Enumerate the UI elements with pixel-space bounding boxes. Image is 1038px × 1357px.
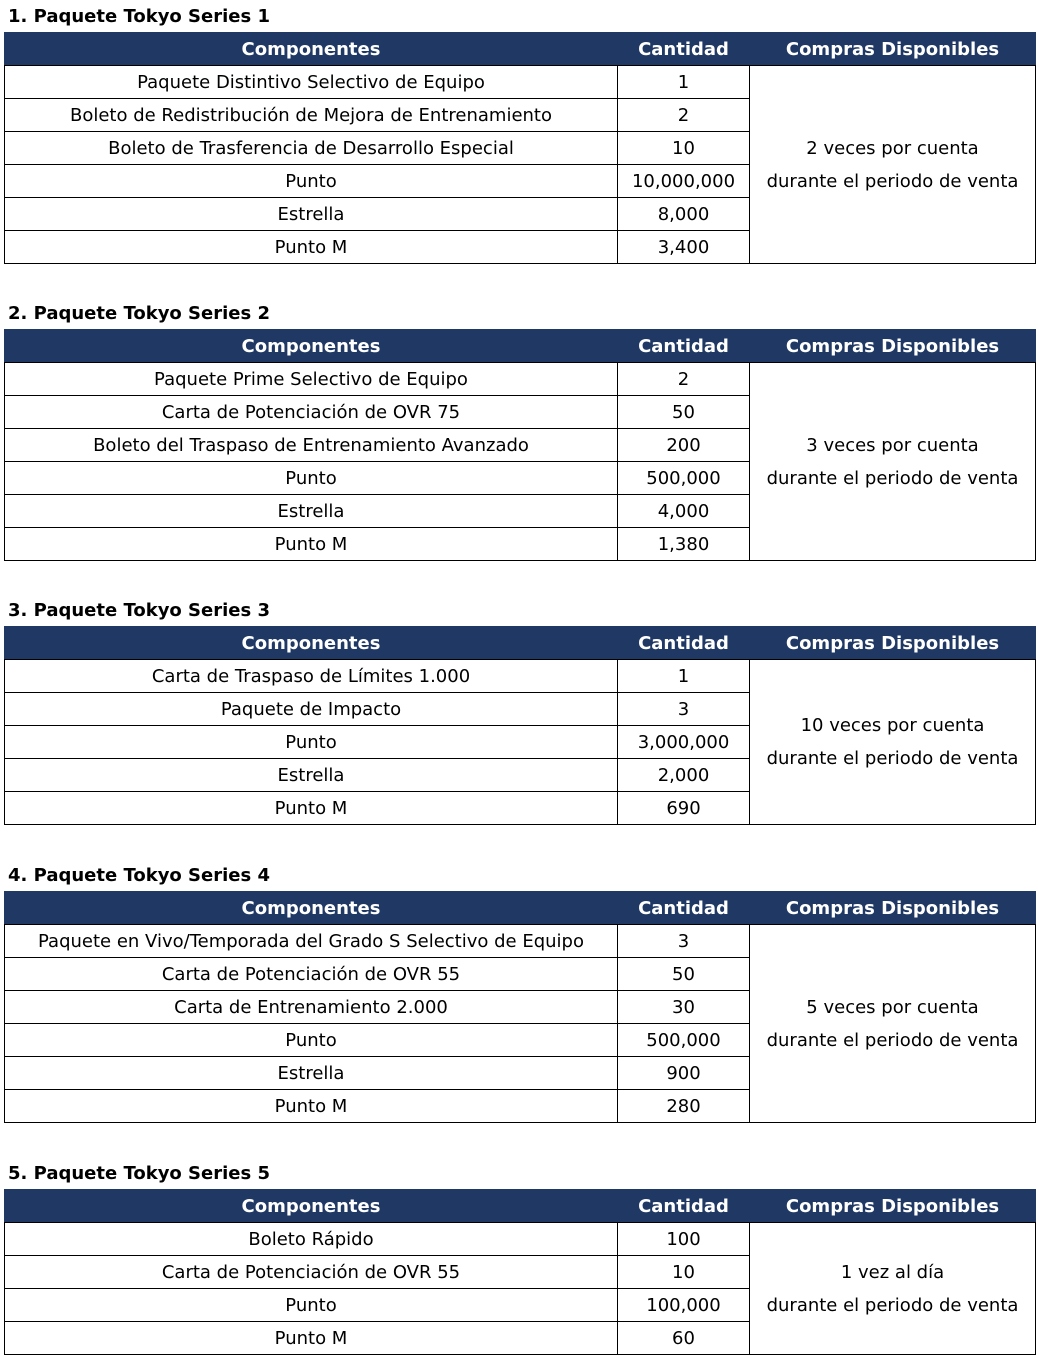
- available-line-2: durante el periodo de venta: [766, 748, 1019, 769]
- quantity-cell: 1: [618, 660, 750, 693]
- quantity-cell: 4,000: [618, 495, 750, 528]
- package-title: 3. Paquete Tokyo Series 3: [8, 600, 270, 621]
- package-title: 5. Paquete Tokyo Series 5: [8, 1163, 270, 1184]
- package-table: [4, 891, 1036, 1123]
- available-header: Compras Disponibles: [750, 627, 1036, 660]
- quantity-cell: 500,000: [618, 1024, 750, 1057]
- quantity-cell: 10,000,000: [618, 165, 750, 198]
- component-cell: Punto: [5, 165, 618, 198]
- components-header: Componentes: [5, 33, 618, 66]
- quantity-cell: 100: [618, 1223, 750, 1256]
- package-section-1: [4, 2, 1035, 264]
- quantity-cell: 3: [618, 925, 750, 958]
- table-row: [5, 925, 1036, 958]
- quantity-cell: 690: [618, 792, 750, 825]
- quantity-cell: 10: [618, 132, 750, 165]
- available-header: Compras Disponibles: [750, 1190, 1036, 1223]
- package-section-2: [4, 299, 1035, 561]
- table-header-row: [5, 1190, 1036, 1223]
- component-cell: Carta de Potenciación de OVR 75: [5, 396, 618, 429]
- component-cell: Punto: [5, 1289, 618, 1322]
- available-cell: [750, 363, 1036, 561]
- components-header: Componentes: [5, 627, 618, 660]
- component-cell: Punto M: [5, 528, 618, 561]
- component-cell: Paquete de Impacto: [5, 693, 618, 726]
- quantity-cell: 8,000: [618, 198, 750, 231]
- table-header-row: [5, 33, 1036, 66]
- component-cell: Punto M: [5, 1322, 618, 1355]
- table-header-row: [5, 892, 1036, 925]
- available-line-1: 10 veces por cuenta: [800, 715, 985, 736]
- table-row: [5, 363, 1036, 396]
- package-table: [4, 1189, 1036, 1355]
- component-cell: Paquete Prime Selectivo de Equipo: [5, 363, 618, 396]
- package-section-5: [4, 1159, 1035, 1355]
- package-section-4: [4, 861, 1035, 1123]
- available-header: Compras Disponibles: [750, 330, 1036, 363]
- quantity-cell: 2: [618, 99, 750, 132]
- available-header: Compras Disponibles: [750, 33, 1036, 66]
- component-cell: Punto: [5, 1024, 618, 1057]
- available-cell: [750, 1223, 1036, 1355]
- package-table: [4, 626, 1036, 825]
- table-row: [5, 1223, 1036, 1256]
- quantity-cell: 10: [618, 1256, 750, 1289]
- table-header-row: [5, 627, 1036, 660]
- component-cell: Punto M: [5, 231, 618, 264]
- package-title: 1. Paquete Tokyo Series 1: [8, 6, 270, 27]
- package-table: [4, 32, 1036, 264]
- quantity-cell: 1,380: [618, 528, 750, 561]
- component-cell: Boleto de Trasferencia de Desarrollo Especial: [5, 132, 618, 165]
- package-title: 2. Paquete Tokyo Series 2: [8, 303, 270, 324]
- available-line-1: 1 vez al día: [840, 1261, 945, 1283]
- component-cell: Carta de Potenciación de OVR 55: [5, 958, 618, 991]
- component-cell: Boleto Rápido: [5, 1223, 618, 1256]
- available-line-2: durante el periodo de venta: [766, 1294, 1019, 1316]
- component-cell: Paquete en Vivo/Temporada del Grado S Selectivo de Equipo: [5, 925, 618, 958]
- available-cell: [750, 925, 1036, 1123]
- component-cell: Carta de Entrenamiento 2.000: [5, 991, 618, 1024]
- quantity-header: Cantidad: [618, 627, 750, 660]
- table-row: [5, 660, 1036, 693]
- quantity-cell: 3,400: [618, 231, 750, 264]
- component-cell: Punto M: [5, 792, 618, 825]
- components-header: Componentes: [5, 1190, 618, 1223]
- quantity-cell: 50: [618, 396, 750, 429]
- quantity-cell: 60: [618, 1322, 750, 1355]
- quantity-cell: 500,000: [618, 462, 750, 495]
- table-row: [5, 66, 1036, 99]
- available-line-1: 3 veces por cuenta: [806, 434, 979, 456]
- quantity-cell: 900: [618, 1057, 750, 1090]
- quantity-header: Cantidad: [618, 330, 750, 363]
- available-cell: [750, 66, 1036, 264]
- quantity-cell: 50: [618, 958, 750, 991]
- available-line-2: durante el periodo de venta: [766, 1029, 1019, 1051]
- component-cell: Estrella: [5, 198, 618, 231]
- quantity-header: Cantidad: [618, 1190, 750, 1223]
- package-section-3: [4, 596, 1035, 825]
- component-cell: Carta de Traspaso de Límites 1.000: [5, 660, 618, 693]
- quantity-header: Cantidad: [618, 892, 750, 925]
- available-cell: [750, 660, 1036, 825]
- component-cell: Boleto de Redistribución de Mejora de Entrenamiento: [5, 99, 618, 132]
- components-header: Componentes: [5, 892, 618, 925]
- quantity-cell: 1: [618, 66, 750, 99]
- component-cell: Punto: [5, 726, 618, 759]
- table-header-row: [5, 330, 1036, 363]
- component-cell: Paquete Distintivo Selectivo de Equipo: [5, 66, 618, 99]
- available-line-1: 2 veces por cuenta: [806, 137, 979, 159]
- component-cell: Estrella: [5, 759, 618, 792]
- component-cell: Punto: [5, 462, 618, 495]
- component-cell: Boleto del Traspaso de Entrenamiento Avanzado: [5, 429, 618, 462]
- quantity-cell: 280: [618, 1090, 750, 1123]
- quantity-cell: 200: [618, 429, 750, 462]
- component-cell: Punto M: [5, 1090, 618, 1123]
- quantity-cell: 30: [618, 991, 750, 1024]
- components-header: Componentes: [5, 330, 618, 363]
- available-line-1: 5 veces por cuenta: [806, 996, 979, 1018]
- available-line-2: durante el periodo de venta: [766, 170, 1019, 192]
- component-cell: Estrella: [5, 495, 618, 528]
- package-title: 4. Paquete Tokyo Series 4: [8, 865, 270, 886]
- component-cell: Estrella: [5, 1057, 618, 1090]
- quantity-cell: 3: [618, 693, 750, 726]
- quantity-cell: 2: [618, 363, 750, 396]
- quantity-header: Cantidad: [618, 33, 750, 66]
- available-line-2: durante el periodo de venta: [766, 467, 1019, 489]
- quantity-cell: 2,000: [618, 759, 750, 792]
- package-table: [4, 329, 1036, 561]
- quantity-cell: 100,000: [618, 1289, 750, 1322]
- component-cell: Carta de Potenciación de OVR 55: [5, 1256, 618, 1289]
- available-header: Compras Disponibles: [750, 892, 1036, 925]
- quantity-cell: 3,000,000: [618, 726, 750, 759]
